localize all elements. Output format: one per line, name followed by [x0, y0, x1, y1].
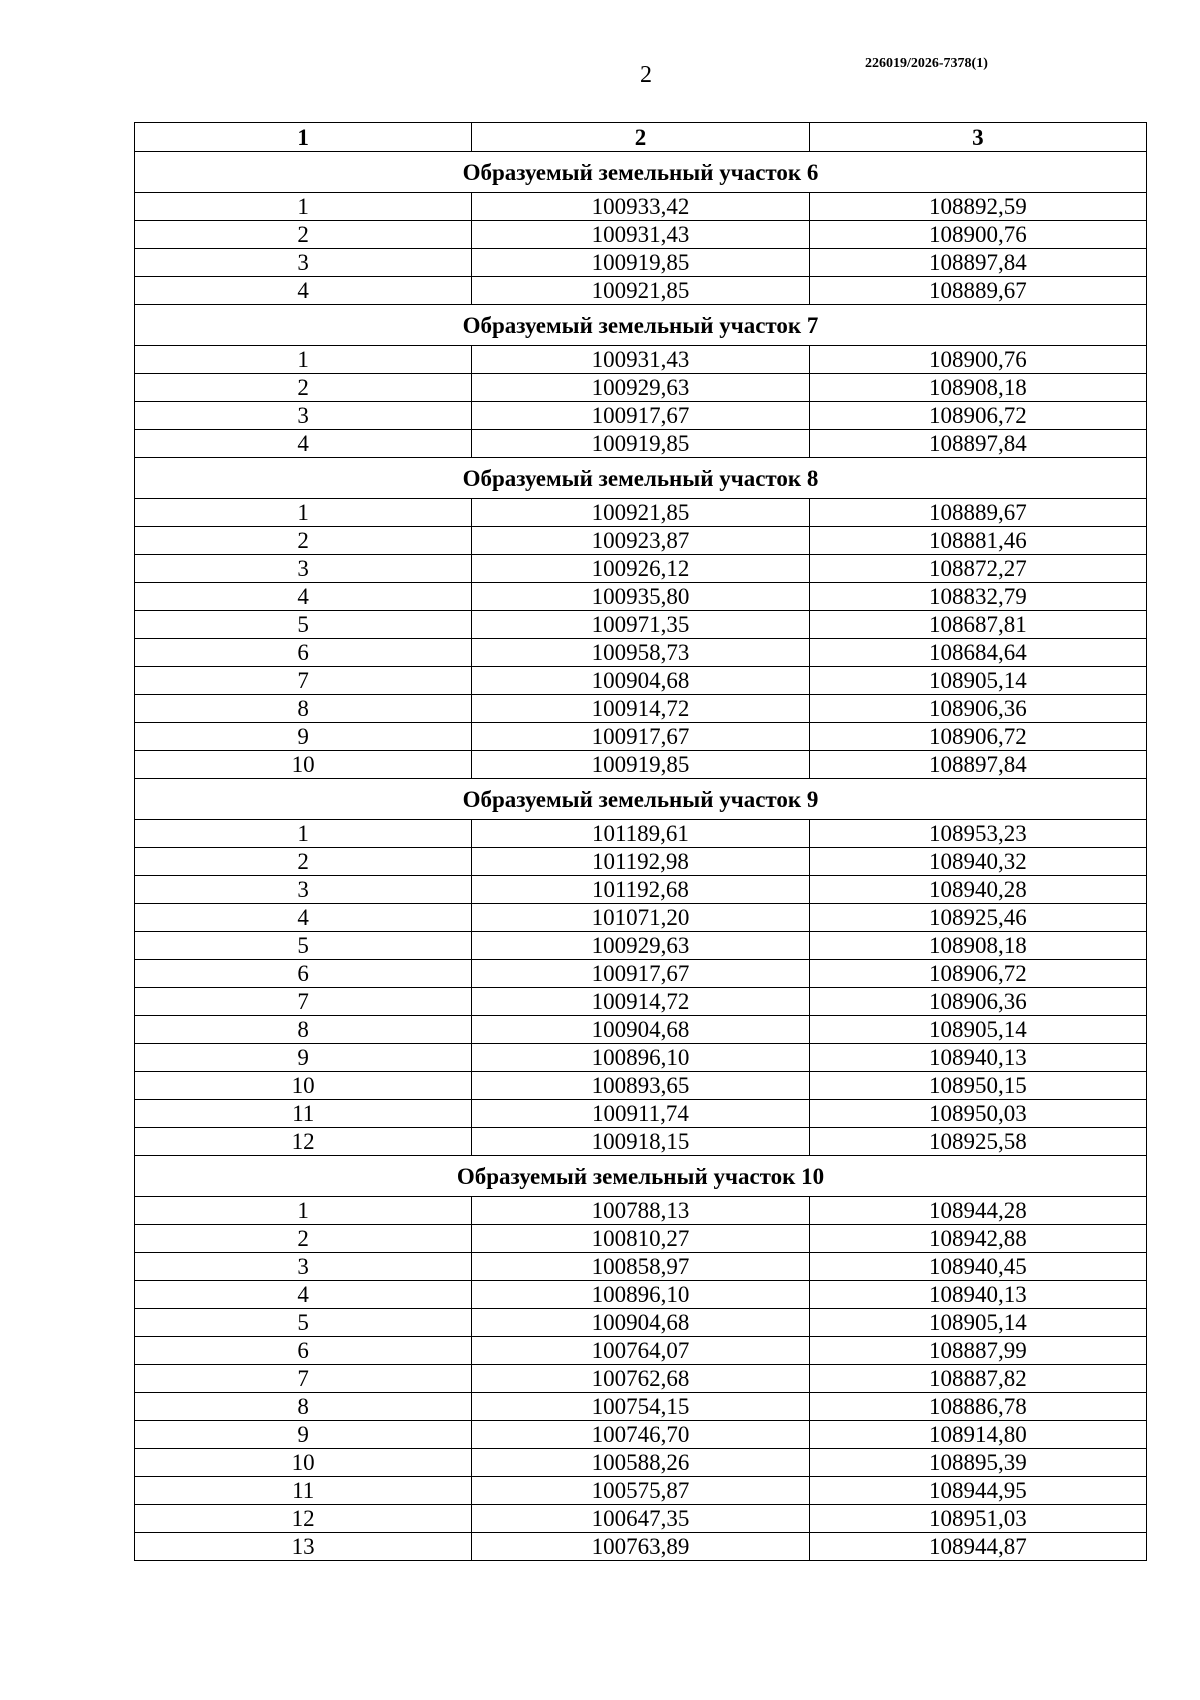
point-number-cell: 12 — [135, 1128, 472, 1156]
x-coordinate-cell: 100926,12 — [472, 555, 809, 583]
y-coordinate-cell: 108872,27 — [809, 555, 1146, 583]
y-coordinate-cell: 108940,32 — [809, 848, 1146, 876]
section-title-row — [135, 458, 1147, 499]
table-row — [135, 932, 1147, 960]
y-coordinate-cell: 108940,45 — [809, 1253, 1146, 1281]
page-number: 2 — [640, 62, 652, 88]
table-row — [135, 1365, 1147, 1393]
table-row — [135, 1281, 1147, 1309]
point-number-cell: 11 — [135, 1477, 472, 1505]
x-coordinate-cell: 100858,97 — [472, 1253, 809, 1281]
table-row — [135, 430, 1147, 458]
table-row — [135, 723, 1147, 751]
point-number-cell: 11 — [135, 1100, 472, 1128]
x-coordinate-cell: 100904,68 — [472, 1309, 809, 1337]
y-coordinate-cell: 108900,76 — [809, 221, 1146, 249]
x-coordinate-cell: 100763,89 — [472, 1533, 809, 1561]
y-coordinate-cell: 108897,84 — [809, 430, 1146, 458]
table-row — [135, 249, 1147, 277]
y-coordinate-cell: 108889,67 — [809, 499, 1146, 527]
y-coordinate-cell: 108887,99 — [809, 1337, 1146, 1365]
x-coordinate-cell: 100933,42 — [472, 193, 809, 221]
x-coordinate-cell: 100893,65 — [472, 1072, 809, 1100]
y-coordinate-cell: 108942,88 — [809, 1225, 1146, 1253]
x-coordinate-cell: 100754,15 — [472, 1393, 809, 1421]
x-coordinate-cell: 100921,85 — [472, 277, 809, 305]
y-coordinate-cell: 108887,82 — [809, 1365, 1146, 1393]
point-number-cell: 6 — [135, 639, 472, 667]
x-coordinate-cell: 100896,10 — [472, 1044, 809, 1072]
point-number-cell: 9 — [135, 1044, 472, 1072]
x-coordinate-cell: 100810,27 — [472, 1225, 809, 1253]
section-title: Образуемый земельный участок 8 — [135, 458, 1147, 499]
point-number-cell: 2 — [135, 374, 472, 402]
table-row — [135, 667, 1147, 695]
y-coordinate-cell: 108906,36 — [809, 988, 1146, 1016]
x-coordinate-cell: 100764,07 — [472, 1337, 809, 1365]
point-number-cell: 4 — [135, 904, 472, 932]
x-coordinate-cell: 100911,74 — [472, 1100, 809, 1128]
x-coordinate-cell: 101192,98 — [472, 848, 809, 876]
point-number-cell: 7 — [135, 1365, 472, 1393]
y-coordinate-cell: 108897,84 — [809, 751, 1146, 779]
x-coordinate-cell: 100935,80 — [472, 583, 809, 611]
header-cell: 2 — [472, 123, 809, 152]
y-coordinate-cell: 108925,46 — [809, 904, 1146, 932]
x-coordinate-cell: 100923,87 — [472, 527, 809, 555]
table-row — [135, 1016, 1147, 1044]
point-number-cell: 4 — [135, 277, 472, 305]
table-row — [135, 402, 1147, 430]
table-body — [135, 152, 1147, 1561]
point-number-cell: 8 — [135, 1016, 472, 1044]
y-coordinate-cell: 108889,67 — [809, 277, 1146, 305]
point-number-cell: 2 — [135, 527, 472, 555]
y-coordinate-cell: 108906,72 — [809, 960, 1146, 988]
table-row — [135, 1072, 1147, 1100]
x-coordinate-cell: 100762,68 — [472, 1365, 809, 1393]
point-number-cell: 2 — [135, 1225, 472, 1253]
table-row — [135, 583, 1147, 611]
x-coordinate-cell: 100914,72 — [472, 695, 809, 723]
point-number-cell: 1 — [135, 1197, 472, 1225]
point-number-cell: 1 — [135, 499, 472, 527]
point-number-cell: 13 — [135, 1533, 472, 1561]
table-row — [135, 1100, 1147, 1128]
x-coordinate-cell: 100931,43 — [472, 346, 809, 374]
point-number-cell: 3 — [135, 249, 472, 277]
table-row — [135, 1337, 1147, 1365]
y-coordinate-cell: 108832,79 — [809, 583, 1146, 611]
point-number-cell: 6 — [135, 1337, 472, 1365]
table-row — [135, 221, 1147, 249]
x-coordinate-cell: 100904,68 — [472, 1016, 809, 1044]
x-coordinate-cell: 100917,67 — [472, 723, 809, 751]
point-number-cell: 7 — [135, 667, 472, 695]
table-row — [135, 1309, 1147, 1337]
y-coordinate-cell: 108908,18 — [809, 932, 1146, 960]
x-coordinate-cell: 100929,63 — [472, 374, 809, 402]
point-number-cell: 8 — [135, 695, 472, 723]
table-row — [135, 988, 1147, 1016]
y-coordinate-cell: 108886,78 — [809, 1393, 1146, 1421]
y-coordinate-cell: 108914,80 — [809, 1421, 1146, 1449]
y-coordinate-cell: 108881,46 — [809, 527, 1146, 555]
y-coordinate-cell: 108950,15 — [809, 1072, 1146, 1100]
point-number-cell: 4 — [135, 1281, 472, 1309]
table-row — [135, 1421, 1147, 1449]
x-coordinate-cell: 101189,61 — [472, 820, 809, 848]
x-coordinate-cell: 100919,85 — [472, 249, 809, 277]
table-row — [135, 1505, 1147, 1533]
table-row — [135, 820, 1147, 848]
point-number-cell: 3 — [135, 555, 472, 583]
x-coordinate-cell: 100896,10 — [472, 1281, 809, 1309]
x-coordinate-cell: 100919,85 — [472, 430, 809, 458]
table-row — [135, 848, 1147, 876]
x-coordinate-cell: 100919,85 — [472, 751, 809, 779]
point-number-cell: 1 — [135, 820, 472, 848]
point-number-cell: 1 — [135, 346, 472, 374]
coordinates-table — [134, 122, 1147, 1561]
y-coordinate-cell: 108906,72 — [809, 402, 1146, 430]
point-number-cell: 4 — [135, 583, 472, 611]
y-coordinate-cell: 108950,03 — [809, 1100, 1146, 1128]
x-coordinate-cell: 100931,43 — [472, 221, 809, 249]
y-coordinate-cell: 108905,14 — [809, 1309, 1146, 1337]
x-coordinate-cell: 100921,85 — [472, 499, 809, 527]
y-coordinate-cell: 108687,81 — [809, 611, 1146, 639]
point-number-cell: 3 — [135, 1253, 472, 1281]
x-coordinate-cell: 100904,68 — [472, 667, 809, 695]
y-coordinate-cell: 108908,18 — [809, 374, 1146, 402]
table-row — [135, 193, 1147, 221]
point-number-cell: 2 — [135, 848, 472, 876]
y-coordinate-cell: 108944,95 — [809, 1477, 1146, 1505]
y-coordinate-cell: 108925,58 — [809, 1128, 1146, 1156]
table-row — [135, 1393, 1147, 1421]
x-coordinate-cell: 100575,87 — [472, 1477, 809, 1505]
table-row — [135, 639, 1147, 667]
x-coordinate-cell: 100929,63 — [472, 932, 809, 960]
table-row — [135, 1197, 1147, 1225]
point-number-cell: 9 — [135, 723, 472, 751]
y-coordinate-cell: 108905,14 — [809, 1016, 1146, 1044]
y-coordinate-cell: 108944,28 — [809, 1197, 1146, 1225]
table-row — [135, 555, 1147, 583]
y-coordinate-cell: 108897,84 — [809, 249, 1146, 277]
x-coordinate-cell: 101192,68 — [472, 876, 809, 904]
section-title: Образуемый земельный участок 7 — [135, 305, 1147, 346]
point-number-cell: 8 — [135, 1393, 472, 1421]
table-header — [135, 123, 1147, 152]
header-cell: 1 — [135, 123, 472, 152]
point-number-cell: 4 — [135, 430, 472, 458]
section-title: Образуемый земельный участок 10 — [135, 1156, 1147, 1197]
y-coordinate-cell: 108951,03 — [809, 1505, 1146, 1533]
y-coordinate-cell: 108944,87 — [809, 1533, 1146, 1561]
x-coordinate-cell: 100588,26 — [472, 1449, 809, 1477]
section-title: Образуемый земельный участок 9 — [135, 779, 1147, 820]
table-row — [135, 1128, 1147, 1156]
section-title-row — [135, 779, 1147, 820]
table-row — [135, 751, 1147, 779]
header-row — [135, 123, 1147, 152]
y-coordinate-cell: 108895,39 — [809, 1449, 1146, 1477]
section-title-row — [135, 152, 1147, 193]
point-number-cell: 7 — [135, 988, 472, 1016]
point-number-cell: 2 — [135, 221, 472, 249]
x-coordinate-cell: 100647,35 — [472, 1505, 809, 1533]
y-coordinate-cell: 108906,36 — [809, 695, 1146, 723]
x-coordinate-cell: 100788,13 — [472, 1197, 809, 1225]
y-coordinate-cell: 108953,23 — [809, 820, 1146, 848]
y-coordinate-cell: 108905,14 — [809, 667, 1146, 695]
point-number-cell: 5 — [135, 1309, 472, 1337]
point-number-cell: 10 — [135, 1449, 472, 1477]
point-number-cell: 5 — [135, 932, 472, 960]
y-coordinate-cell: 108684,64 — [809, 639, 1146, 667]
table-row — [135, 499, 1147, 527]
document-id: 226019/2026-7378(1) — [865, 56, 988, 71]
y-coordinate-cell: 108940,28 — [809, 876, 1146, 904]
point-number-cell: 5 — [135, 611, 472, 639]
x-coordinate-cell: 101071,20 — [472, 904, 809, 932]
x-coordinate-cell: 100746,70 — [472, 1421, 809, 1449]
table-row — [135, 1225, 1147, 1253]
table-row — [135, 1044, 1147, 1072]
table-row — [135, 960, 1147, 988]
table-row — [135, 1477, 1147, 1505]
x-coordinate-cell: 100971,35 — [472, 611, 809, 639]
section-title-row — [135, 305, 1147, 346]
x-coordinate-cell: 100958,73 — [472, 639, 809, 667]
table-row — [135, 611, 1147, 639]
point-number-cell: 3 — [135, 876, 472, 904]
table-row — [135, 904, 1147, 932]
point-number-cell: 10 — [135, 751, 472, 779]
point-number-cell: 1 — [135, 193, 472, 221]
table-row — [135, 527, 1147, 555]
y-coordinate-cell: 108940,13 — [809, 1044, 1146, 1072]
x-coordinate-cell: 100914,72 — [472, 988, 809, 1016]
y-coordinate-cell: 108906,72 — [809, 723, 1146, 751]
table-row — [135, 346, 1147, 374]
table-row — [135, 876, 1147, 904]
x-coordinate-cell: 100917,67 — [472, 402, 809, 430]
table-row — [135, 374, 1147, 402]
point-number-cell: 9 — [135, 1421, 472, 1449]
table-row — [135, 1253, 1147, 1281]
y-coordinate-cell: 108940,13 — [809, 1281, 1146, 1309]
section-title-row — [135, 1156, 1147, 1197]
point-number-cell: 6 — [135, 960, 472, 988]
point-number-cell: 10 — [135, 1072, 472, 1100]
header-cell: 3 — [809, 123, 1146, 152]
section-title: Образуемый земельный участок 6 — [135, 152, 1147, 193]
table-row — [135, 1533, 1147, 1561]
table-row — [135, 1449, 1147, 1477]
y-coordinate-cell: 108900,76 — [809, 346, 1146, 374]
point-number-cell: 3 — [135, 402, 472, 430]
x-coordinate-cell: 100917,67 — [472, 960, 809, 988]
x-coordinate-cell: 100918,15 — [472, 1128, 809, 1156]
point-number-cell: 12 — [135, 1505, 472, 1533]
table-row — [135, 695, 1147, 723]
table-row — [135, 277, 1147, 305]
y-coordinate-cell: 108892,59 — [809, 193, 1146, 221]
